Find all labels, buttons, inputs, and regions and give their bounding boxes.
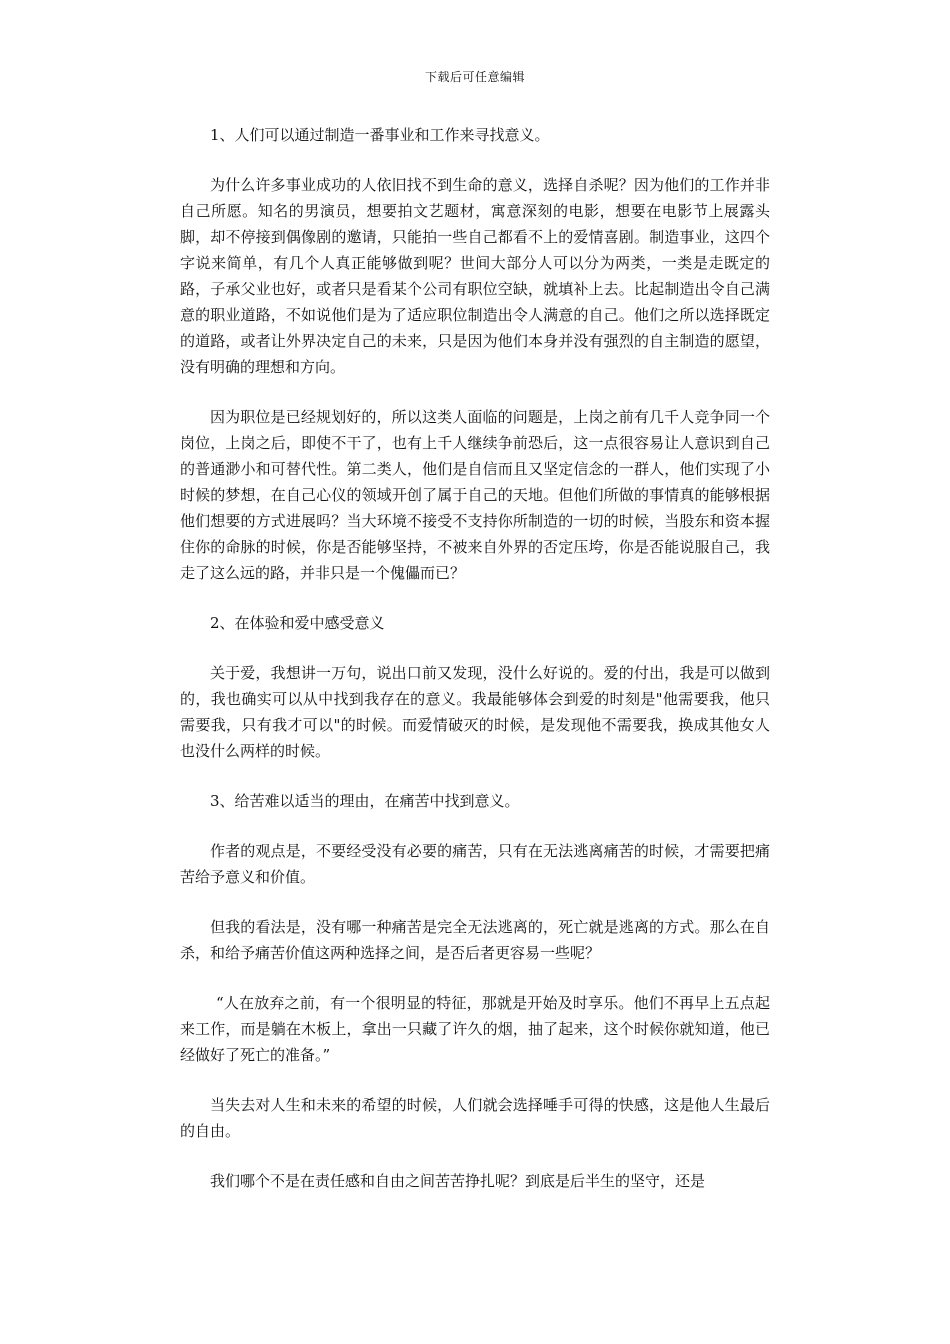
body-paragraph: 当失去对人生和未来的希望的时候，人们就会选择唾手可得的快感，这是他人生最后的自由。 — [180, 1096, 770, 1140]
body-paragraph: 关于爱，我想讲一万句，说出口前又发现，没什么好说的。爱的付出，我是可以做到的，我也确实可以从中找到我存在的意义。我最能够体会到爱的时刻是"他需要我，他只需要我，只有我才可以"的时候。而爱情破灭的时候，是发现他不需要我，换成其他女人也没什么两样的时候。 — [180, 664, 770, 760]
page-header: 下载后可任意编辑 — [424, 70, 525, 84]
quote-paragraph: “人在放弃之前，有一个很明显的特征，那就是开始及时享乐。他们不再早上五点起来工作，而是躺在木板上，拿出一只藏了许久的烟，抽了起来，这个时候你就知道，他已经做好了死亡的准备。” — [180, 994, 770, 1064]
document-body — [180, 122, 770, 1218]
body-paragraph: 但我的看法是，没有哪一种痛苦是完全无法逃离的，死亡就是逃离的方式。那么在自杀，和给予痛苦价值这两种选择之间，是否后者更容易一些呢？ — [180, 918, 770, 962]
heading-3: 3、给苦难以适当的理由，在痛苦中找到意义。 — [210, 792, 520, 810]
heading-2: 2、在体验和爱中感受意义 — [210, 614, 385, 632]
body-paragraph: 因为职位是已经规划好的，所以这类人面临的问题是，上岗之前有几千人竞争同一个岗位，上岗之后，即使不干了，也有上千人继续争前恐后，这一点很容易让人意识到自己的普通渺小和可替代性。第二类人，他们是自信而且又坚定信念的一群人，他们实现了小时候的梦想，在自己心仪的领域开创了属于自己的天地。但他们所做的事情真的能够根据他们想要的方式进展吗？当大环境不接受不支持你所制造的一切的时候，当股东和资本握住你的命脉的时候，你是否能够坚持，不被来自外界的否定压垮，你是否能说服自己，我走了这么远的路，并非只是一个傀儡而已？ — [180, 408, 770, 582]
heading-1: 1、人们可以通过制造一番事业和工作来寻找意义。 — [210, 126, 550, 144]
body-paragraph: 为什么许多事业成功的人依旧找不到生命的意义，选择自杀呢？因为他们的工作并非自己所愿。知名的男演员，想要拍文艺题材，寓意深刻的电影，想要在电影节上展露头脚，却不停接到偶像剧的邀请，只能拍一些自己都看不上的爱情喜剧。制造事业，这四个字说来简单，有几个人真正能够做到呢？世间大部分人可以分为两类，一类是走既定的路，子承父业也好，或者只是看某个公司有职位空缺，就填补上去。比起制造出令自己满意的职业道路，不如说他们是为了适应职位制造出令人满意的自己。他们之所以选择既定的道路，或者让外界决定自己的未来，只是因为他们本身并没有强烈的自主制造的愿望，没有明确的理想和方向。 — [180, 176, 770, 376]
body-paragraph: 我们哪个不是在责任感和自由之间苦苦挣扎呢？到底是后半生的坚守，还是 — [210, 1172, 706, 1190]
body-paragraph: 作者的观点是，不要经受没有必要的痛苦，只有在无法逃离痛苦的时候，才需要把痛苦给予意义和价值。 — [180, 842, 770, 886]
